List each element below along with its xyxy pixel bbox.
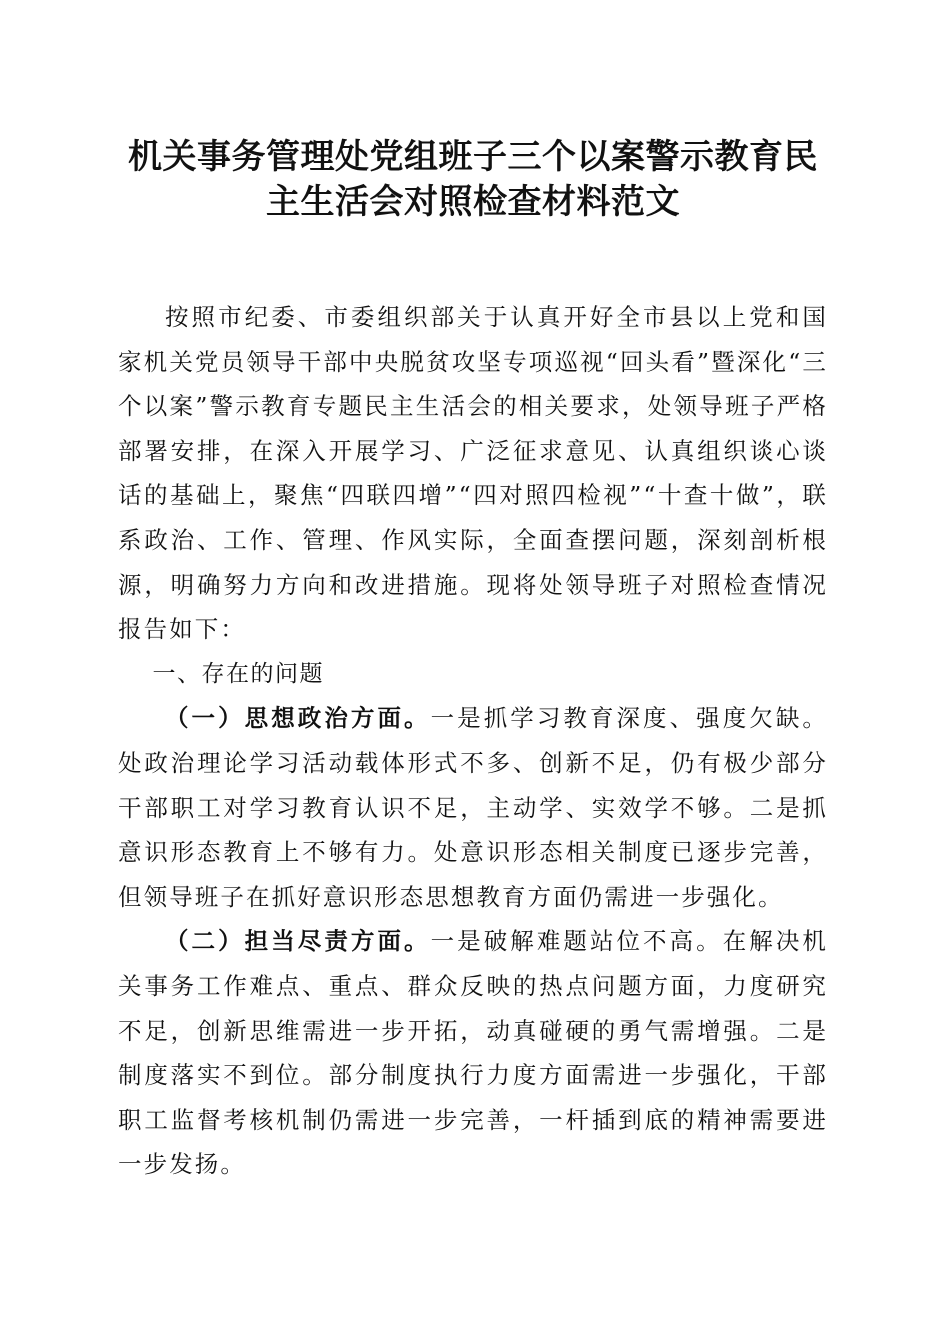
section-heading-problems: 一、存在的问题 [152, 660, 324, 687]
item-responsibility-lead: （二）担当尽责方面。 [165, 927, 431, 956]
item-ideology-politics-lead: （一）思想政治方面。 [165, 704, 431, 733]
item-ideology-politics [118, 696, 828, 919]
document-page [118, 135, 828, 1187]
title-line-2: 主生活会对照检查材料范文 [266, 182, 680, 222]
document-title [118, 135, 828, 225]
item-responsibility-text: 一是破解难题站位不高。在解决机关事务工作难点、重点、群众反映的热点问题方面，力度研究不足，创新思维需进一步开拓，动真碰硬的勇气需增强。二是制度落实不到位。部分制度执行力度方面需进一步强化，干部职工监督考核机制仍需进一步完善，一杆插到底的精神需要进一步发扬。 [118, 927, 829, 1179]
item-ideology-politics-text: 一是抓学习教育深度、强度欠缺。处政治理论学习活动载体形式不多、创新不足，仍有极少部分干部职工对学习教育认识不足，主动学、实效学不够。二是抓意识形态教育上不够有力。处意识形态相关制度已逐步完善，但领导班子在抓好意识形态思想教育方面仍需进一步强化。 [118, 704, 829, 911]
title-line-1: 机关事务管理处党组班子三个以案警示教育民 [128, 137, 818, 177]
item-responsibility [118, 919, 828, 1187]
document-body [118, 295, 828, 1187]
intro-paragraph: 按照市纪委、市委组织部关于认真开好全市县以上党和国家机关党员领导干部中央脱贫攻坚专项巡视“回头看”暨深化“三个以案”警示教育专题民主生活会的相关要求，处领导班子严格部署安排，在深入开展学习、广泛征求意见、认真组织谈心谈话的基础上，聚焦“四联四增”“四对照四检视”“十查十做”，联系政治、工作、管理、作风实际，全面查摆问题，深刻剖析根源，明确努力方向和改进措施。现将处领导班子对照检查情况报告如下： [118, 303, 828, 644]
